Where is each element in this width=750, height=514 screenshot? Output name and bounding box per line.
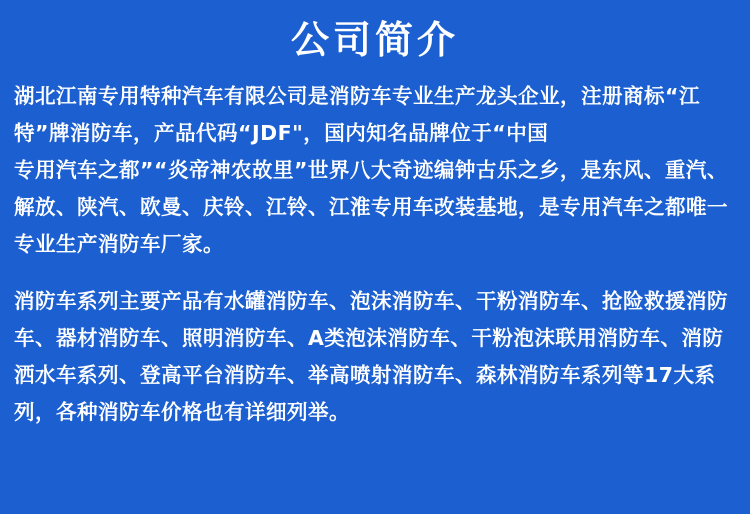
paragraph-1: 湖北江南专用特种汽车有限公司是消防车专业生产龙头企业，注册商标“江特”牌消防车，产品代码“JDF"，国内知名品牌位于“中国 专用汽车之都”“炎帝神农故里”世界八大奇迹编钟古乐之乡，是东风、重汽、解放、陕汽、欧曼、庆铃、江铃、江淮专用车改装基地，是专用汽车之都唯一专业生产消防车厂家。 [14,83,728,256]
company-profile-body [14,78,736,431]
page-title: 公司简介 [290,18,459,62]
paragraph-2: 消防车系列主要产品有水罐消防车、泡沫消防车、干粉消防车、抢险救援消防车、器材消防车、照明消防车、A类泡沫消防车、干粉泡沫联用消防车、消防洒水车系列、登高平台消防车、举高喷射消防车、森林消防车系列等17大系列，各种消防车价格也有详细列举。 [14,288,728,424]
